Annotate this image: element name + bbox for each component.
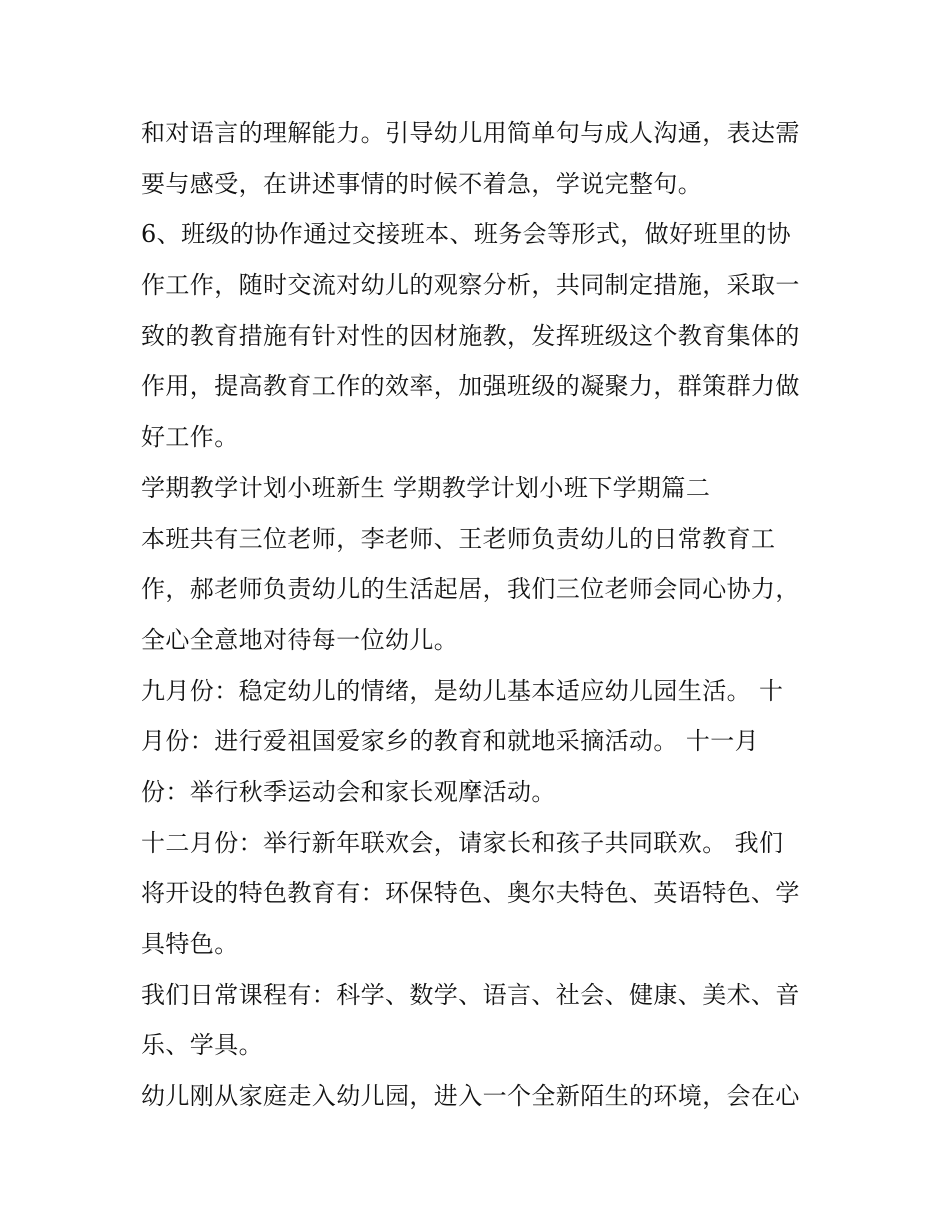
document-body [141,108,821,1122]
section-heading: 学期教学计划小班新生 学期教学计划小班下学期篇二 [141,473,711,502]
text-line: 作用，提高教育工作的效率，加强班级的凝聚力，群策群力做 [141,372,800,401]
text-line: 好工作。 [141,423,239,452]
text-line: 将开设的特色教育有：环保特色、奥尔夫特色、英语特色、学 [141,879,800,908]
text-line: 具特色。 [141,930,239,958]
text-line: 十二月份：举行新年联欢会，请家长和孩子共同联欢。 我们 [141,828,784,857]
text-line: 致的教育措施有针对性的因材施教，发挥班级这个教育集体的 [141,321,800,350]
text-line: 本班共有三位老师，李老师、王老师负责幼儿的日常教育工 [141,524,776,553]
text-line: 我们日常课程有：科学、数学、语言、社会、健康、美术、音 [141,980,800,1009]
text-line: 全心全意地对待每一位幼儿。 [141,625,459,654]
text-line: 和对语言的理解能力。引导幼儿用简单句与成人沟通，表达需 [141,119,800,147]
text-line: 作，郝老师负责幼儿的生活起居，我们三位老师会同心协力， [141,575,800,604]
text-line: 6、班级的协作通过交接班本、班务会等形式，做好班里的协 [141,220,792,249]
text-line: 要与感受，在讲述事情的时候不着急，学说完整句。 [141,169,703,198]
text-line: 九月份：稳定幼儿的情绪，是幼儿基本适应幼儿园生活。 十 [141,676,784,705]
text-line: 幼儿刚从家庭走入幼儿园，进入一个全新陌生的环境，会在心 [141,1082,800,1111]
text-line: 份：举行秋季运动会和家长观摩活动。 [141,777,556,806]
text-line: 乐、学具。 [141,1031,263,1060]
text-line: 作工作，随时交流对幼儿的观察分析，共同制定措施，采取一 [141,271,800,300]
text-line: 月份：进行爱祖国爱家乡的教育和就地采摘活动。 十一月 [141,727,760,756]
